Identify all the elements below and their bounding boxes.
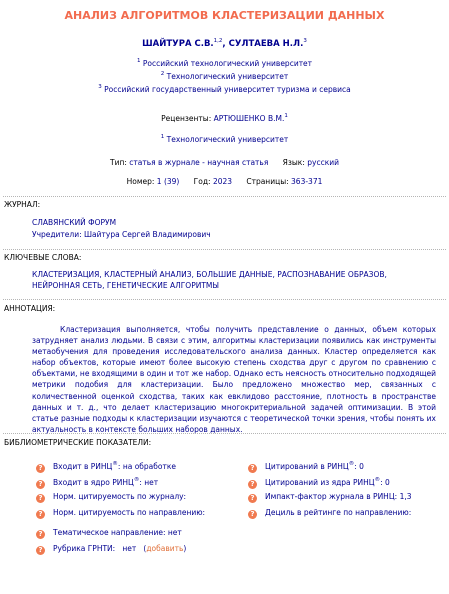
reg-mark: ® [133,477,140,483]
divider [3,196,446,197]
bib-indicator-rinc-core [36,477,158,488]
reg-mark: ® [374,477,381,483]
affiliation-sup: 3 [98,84,102,90]
indicator-value: 1,3 [399,492,412,501]
bib-indicator-rinc [36,461,176,472]
bib-indicator-citations [248,461,364,472]
affiliation-sup: 1 [136,58,141,64]
affiliation-sup: 1 [160,134,165,140]
number-value[interactable]: 1 (39) [156,177,180,186]
author-separator: , [222,39,229,49]
reviewers-label: Рецензенты: [161,114,212,123]
indicator-value: нет [144,478,159,487]
affiliation-text: Технологический университет [166,72,289,81]
paren: ( [143,544,147,553]
reviewer-affiliation [0,134,449,144]
language-label: Язык: [282,158,305,167]
indicator-label: Норм. цитируемость по журналу: [53,492,187,501]
divider [3,299,446,300]
year-value: 2023 [212,177,233,186]
affiliation-sup: 2 [160,71,165,77]
reg-mark: ® [112,461,118,467]
author-link[interactable] [142,39,222,49]
language-value: русский [307,158,339,167]
colon: : [139,478,142,487]
question-icon[interactable]: ? [248,510,257,519]
bib-indicator-norm-journal [36,492,186,503]
affiliation [0,71,449,81]
bibliometrics-heading: БИБЛИОМЕТРИЧЕСКИЕ ПОКАЗАТЕЛИ: [4,438,152,447]
question-icon[interactable]: ? [36,510,45,519]
colon: : [117,462,121,471]
type-label: Тип: [110,158,127,167]
indicator-value: на обработке [122,462,176,471]
indicator-label: Дециль в рейтинге по направлению: [265,508,412,517]
pages-label: Страницы: [246,177,289,186]
indicator-value: нет [167,528,182,537]
bib-indicator-core-citations [248,477,390,488]
number-label: Номер: [126,177,155,186]
keywords-heading: КЛЮЧЕВЫЕ СЛОВА: [4,253,82,262]
question-icon[interactable]: ? [36,480,45,489]
author-name: СУЛТАЕВА Н.Л. [228,39,304,49]
author-sup: 3 [303,38,307,44]
journal-founders [32,230,211,239]
rubric-label: Рубрика ГРНТИ: [53,544,116,553]
author-sup: 1,2 [213,38,223,44]
colon: : [354,462,357,471]
year-label: Год: [193,177,211,186]
annotation-text: Кластеризация выполняется, чтобы получить представление о данных, объем которых затрудняет анализ людьми. В связи с этим, алгоритмы кластеризации появились как инструменты метаобучения для проведения исследовательского анализа данных. Кластер определяется как набор объектов, которые имеют более высокую степень сходства друг с другом по сравнению с объектами, не входящими в один и тот же набор. Однако есть неясность относительно подходящей метрики подобия для кластеризации. Было предложено множество мер, связанных с количественной оценкой сходства, таких как евклидово расстояние, плотность в пространстве данных и т. д., что делает кластеризацию многокритериальной задачей оптимизации. В этой статье разные подходы к кластеризации изучаются с теоретической точки зрения, чтобы понять их актуальность в контексте больших наборов данных. [32,325,436,434]
reviewer-link[interactable] [214,114,288,123]
indicator-value: 0 [359,462,364,471]
affiliation [0,58,449,68]
divider [3,249,446,250]
reg-mark: ® [348,461,355,467]
reviewer-sup: 1 [284,113,288,119]
author-name: ШАЙТУРА С.В. [142,39,214,49]
keywords-line[interactable]: КЛАСТЕРИЗАЦИЯ, КЛАСТЕРНЫЙ АНАЛИЗ, БОЛЬШИЕ ДАННЫЕ, РАСПОЗНАВАНИЕ ОБРАЗОВ, [32,270,387,279]
question-icon[interactable]: ? [248,480,257,489]
affiliation-text: Российский технологический университет [142,59,313,68]
reviewers-line [0,113,449,123]
indicator-label: Норм. цитируемость по направлению: [53,508,206,517]
article-title: АНАЛИЗ АЛГОРИТМОВ КЛАСТЕРИЗАЦИИ ДАННЫХ [64,9,385,22]
affiliation-text: Российский государственный университет туризма и сервиса [104,85,351,94]
question-icon[interactable]: ? [36,546,45,555]
colon: : [380,478,383,487]
affiliation [0,84,449,94]
bib-indicator-impact-factor [248,492,412,503]
question-icon[interactable]: ? [248,494,257,503]
type-value: статья в журнале - научная статья [129,158,269,167]
keywords-line[interactable]: НЕЙРОННАЯ СЕТЬ, ГЕНЕТИЧЕСКИЕ АЛГОРИТМЫ [32,281,219,290]
bib-indicator-norm-direction [36,508,205,519]
bib-indicator-decile [248,508,411,519]
indicator-value: 0 [385,478,390,487]
bib-indicator-thematic [36,528,182,539]
indicator-label: Цитирований в РИНЦ [265,462,349,471]
rubric-value: нет [122,544,137,553]
question-icon[interactable]: ? [36,464,45,473]
authors-line [0,38,449,49]
indicator-label: Импакт-фактор журнала в РИНЦ: [265,492,398,501]
add-rubric-link[interactable]: добавить [146,544,184,553]
paren: ) [183,544,187,553]
founders-label: Учредители: [32,230,82,239]
annotation-heading: АННОТАЦИЯ: [4,304,56,313]
bib-indicator-rubric [36,544,186,555]
indicator-label: Входит в ядро РИНЦ [53,478,134,487]
pages-value: 363-371 [291,177,323,186]
type-language-line [0,158,449,167]
reviewer-name: АРТЮШЕНКО В.М. [213,114,285,123]
indicator-label: Цитирований из ядра РИНЦ [265,478,375,487]
question-icon[interactable]: ? [248,464,257,473]
indicator-label: Входит в РИНЦ [53,462,113,471]
journal-heading: ЖУРНАЛ: [4,200,41,209]
issue-line [0,177,449,186]
indicator-label: Тематическое направление: [53,528,166,537]
author-link[interactable] [229,39,307,49]
affiliation-text: Технологический университет [166,135,289,144]
question-icon[interactable]: ? [36,530,45,539]
journal-name-link[interactable]: СЛАВЯНСКИЙ ФОРУМ [32,218,117,227]
divider [3,433,446,434]
question-icon[interactable]: ? [36,494,45,503]
founders-value: Шайтура Сергей Владимирович [84,230,211,239]
